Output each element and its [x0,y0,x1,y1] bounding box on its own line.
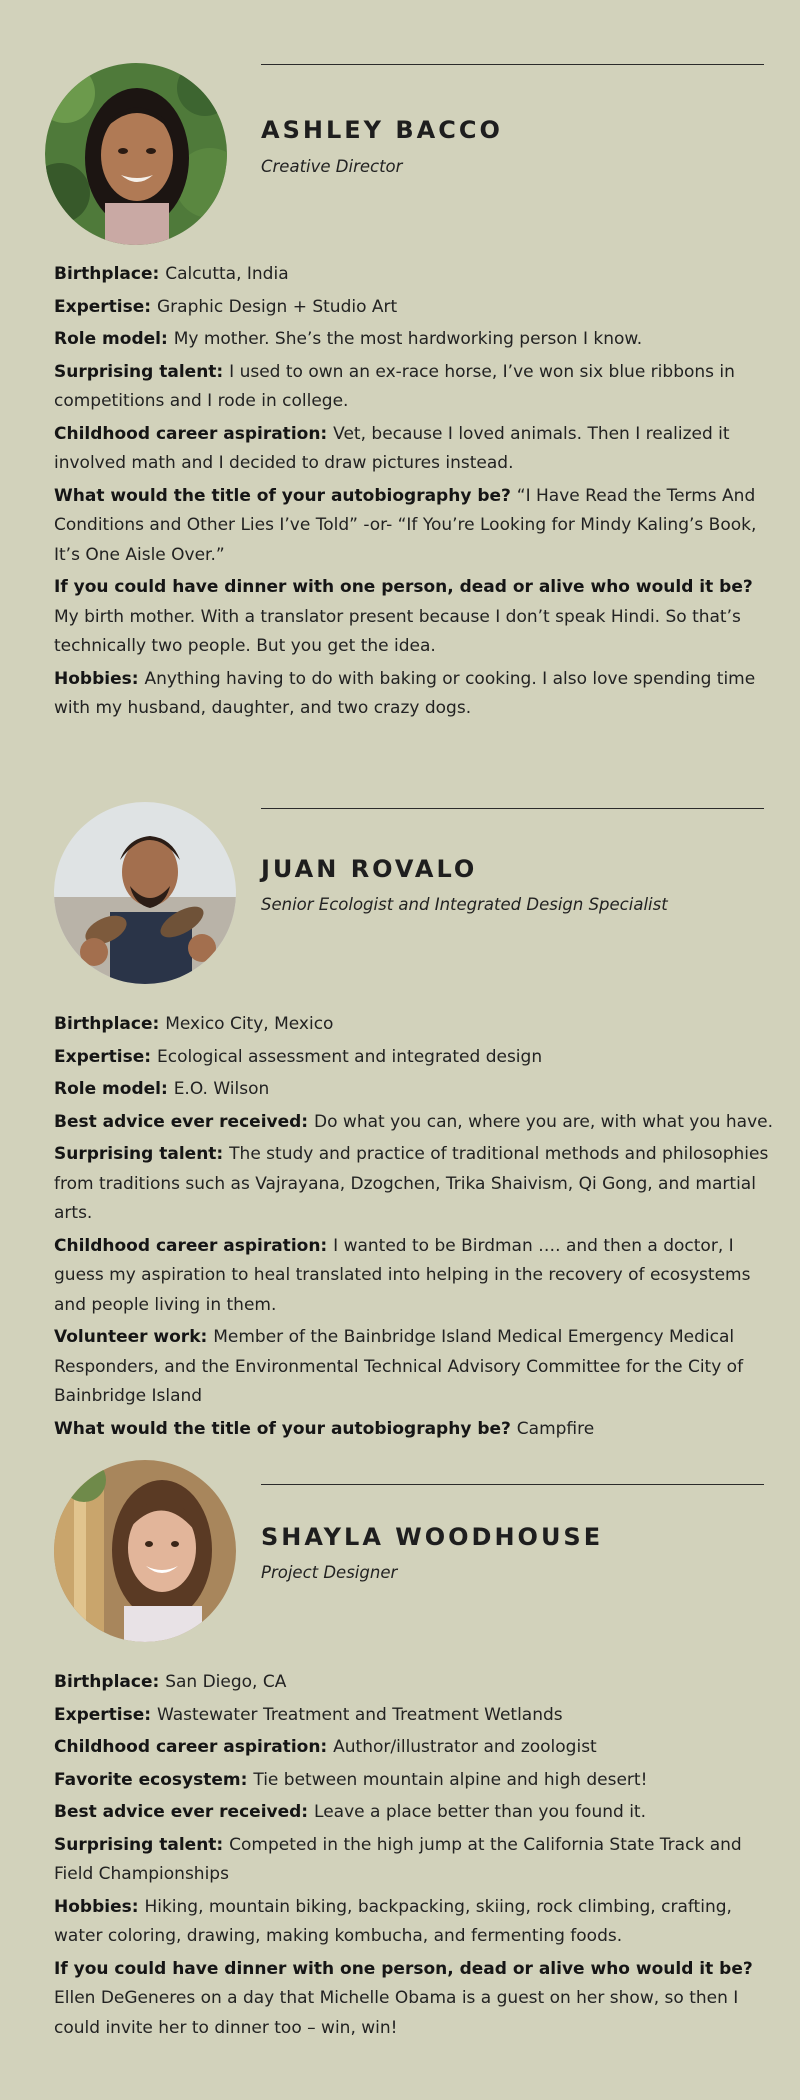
fact-surprising-talent: Surprising talent: The study and practice of traditional methods and philosophies from traditions such as Vajrayana, Dzogchen, Trika Shaivism, Qi Gong, and martial arts. [54,1144,769,1223]
fact-childhood-aspiration: Childhood career aspiration: Vet, because I loved animals. Then I realized it involved math and I decided to draw pictures instead. [54,423,730,473]
profile-name: SHAYLA WOODHOUSE [261,1523,604,1551]
portrait-photo [54,1460,236,1642]
fact-birthplace: Birthplace: San Diego, CA [54,1672,287,1692]
profile-facts [54,1010,776,1447]
profile-facts [54,1668,776,2046]
fact-dinner-guest: If you could have dinner with one person, dead or alive who would it be?My birth mother. With a translator present because I don’t speak Hindi. So that’s technically two people. But you get the idea. [54,577,753,656]
fact-role-model: Role model: My mother. She’s the most hardworking person I know. [54,329,643,349]
header-divider [261,808,764,809]
profile-name: ASHLEY BACCO [261,116,503,144]
fact-role-model: Role model: E.O. Wilson [54,1079,270,1099]
portrait-photo [54,802,236,984]
header-divider [261,64,764,65]
fact-surprising-talent: Surprising talent: Competed in the high jump at the California State Track and Field Championships [54,1834,742,1884]
fact-hobbies: Hobbies: Anything having to do with baking or cooking. I also love spending time with my husband, daughter, and two crazy dogs. [54,668,756,718]
fact-birthplace: Birthplace: Mexico City, Mexico [54,1014,334,1034]
header-divider [261,1484,764,1485]
profile-title: Senior Ecologist and Integrated Design Specialist [261,895,668,914]
fact-autobiography-title: What would the title of your autobiography be? Campfire [54,1418,595,1439]
fact-expertise: Expertise: Graphic Design + Studio Art [54,296,398,317]
fact-hobbies: Hobbies: Hiking, mountain biking, backpacking, skiing, rock climbing, crafting, water coloring, drawing, making kombucha, and fermenting foods. [54,1896,732,1946]
portrait-photo [45,63,227,245]
profile-facts [54,260,776,727]
fact-best-advice: Best advice ever received: Leave a place better than you found it. [54,1802,646,1822]
fact-childhood-aspiration: Childhood career aspiration: I wanted to be Birdman …. and then a doctor, I guess my aspiration to heal translated into helping in the recovery of ecosystems and people living in them. [54,1235,751,1315]
fact-best-advice: Best advice ever received: Do what you can, where you are, with what you have. [54,1111,774,1132]
fact-surprising-talent: Surprising talent: I used to own an ex-race horse, I’ve won six blue ribbons in competitions and I rode in college. [54,361,735,411]
fact-dinner-guest: If you could have dinner with one person, dead or alive who would it be?Ellen DeGeneres on a day that Michelle Obama is a guest on her show, so then I could invite her to dinner too – win, win! [54,1958,753,2038]
fact-childhood-aspiration: Childhood career aspiration: Author/illustrator and zoologist [54,1737,597,1757]
fact-expertise: Expertise: Ecological assessment and integrated design [54,1046,543,1067]
profile-name: JUAN ROVALO [261,855,478,883]
profile-title: Creative Director [261,157,403,176]
avatar [54,1460,236,1642]
profile-title: Project Designer [261,1563,398,1582]
fact-volunteer-work: Volunteer work: Member of the Bainbridge Island Medical Emergency Medical Responders, and the Environmental Technical Advisory Committee for the City of Bainbridge Island [54,1327,744,1406]
fact-birthplace: Birthplace: Calcutta, India [54,264,289,284]
fact-autobiography-title: What would the title of your autobiography be? “I Have Read the Terms And Conditions and Other Lies I’ve Told” -or- “If You’re Looking for Mindy Kaling’s Book, It’s One Aisle Over.” [54,485,757,565]
fact-favorite-ecosystem: Favorite ecosystem: Tie between mountain alpine and high desert! [54,1769,648,1790]
fact-expertise: Expertise: Wastewater Treatment and Treatment Wetlands [54,1704,563,1725]
avatar [45,63,227,245]
avatar [54,802,236,984]
